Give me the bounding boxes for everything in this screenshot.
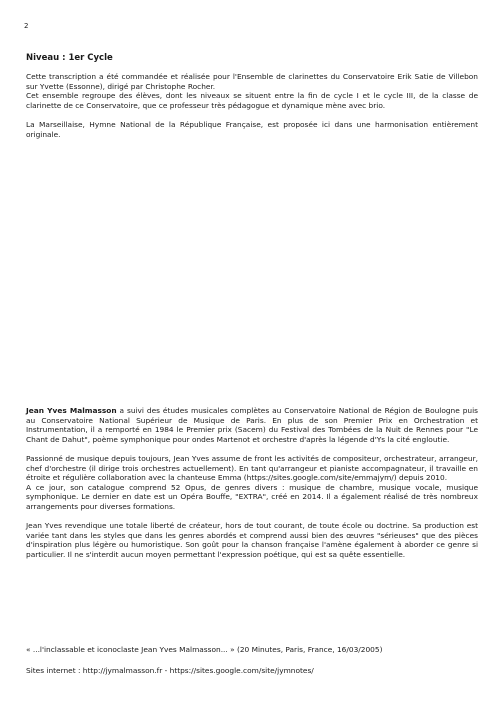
level-heading: Niveau : 1er Cycle	[26, 53, 113, 63]
intro-section	[26, 72, 478, 139]
bio-paragraph-1	[26, 406, 478, 444]
composer-name: Jean Yves Malmasson	[26, 406, 117, 415]
page-number: 2	[24, 22, 29, 30]
press-quote: « ...l'inclassable et iconoclaste Jean Yves Malmasson... » (20 Minutes, Paris, France, 16/03/2005)	[26, 645, 383, 654]
bio-section	[26, 406, 478, 560]
intro-paragraph-2: Cet ensemble regroupe des élèves, dont les niveaux se situent entre la fin de cycle I et le cycle III, de la classe de clarinette de ce Conservatoire, que ce professeur très pédagogue et dynamique mène avec brio.	[26, 91, 478, 110]
bio-paragraph-2: Passionné de musique depuis toujours, Jean Yves assume de front les activités de compositeur, orchestrateur, arrangeur, chef d'orchestre (il dirige trois orchestres actuellement). En tant qu'arrangeur et pianiste accompagnateur, il travaille en étroite et régulière collaboration avec la chanteuse Emma (https://sites.google.com/site/emmajym/) depuis 2010.	[26, 453, 478, 483]
bio-paragraph-1-text: a suivi des études musicales complètes au Conservatoire National de Région de Boulogne puis au Conservatoire National Supérieur de Musique de Paris. En plus de son Premier Prix en Orchestration et Instrumentation, il a remporté en 1984 le Premier prix (Sacem) du Festival des Tombées de la Nuit de Rennes pour "Le Chant de Dahut", poème symphonique pour ondes Martenot et orchestre d'après la légende d'Ys la cité engloutie.	[26, 406, 478, 444]
bio-paragraph-4: Jean Yves revendique une totale liberté de créateur, hors de tout courant, de toute école ou doctrine. Sa production est variée tant dans les styles que dans les genres abordés et comprend aussi bien des œuvres "sérieuses" que des pièces d'inspiration plus légère ou humoristique. Son goût pour la chanson française l'amène également à aborder ce genre si particulier. Il ne s'interdit aucun moyen permettant l'expression poétique, qui est sa quête essentielle.	[26, 521, 478, 559]
websites-line: Sites internet : http://jymalmasson.fr - https://sites.google.com/site/jymnotes/	[26, 666, 314, 675]
intro-paragraph-1: Cette transcription a été commandée et réalisée pour l'Ensemble de clarinettes du Conservatoire Erik Satie de Villebon sur Yvette (Essonne), dirigé par Christophe Rocher.	[26, 72, 478, 91]
intro-paragraph-3: La Marseillaise, Hymne National de la République Française, est proposée ici dans une harmonisation entièrement originale.	[26, 119, 478, 139]
bio-paragraph-3: A ce jour, son catalogue comprend 52 Opus, de genres divers : musique de chambre, musique vocale, musique symphonique. Le dernier en date est un Opéra Bouffe, "EXTRA", créé en 2014. Il a également réalisé de très nombreux arrangements pour diverses formations.	[26, 482, 478, 511]
